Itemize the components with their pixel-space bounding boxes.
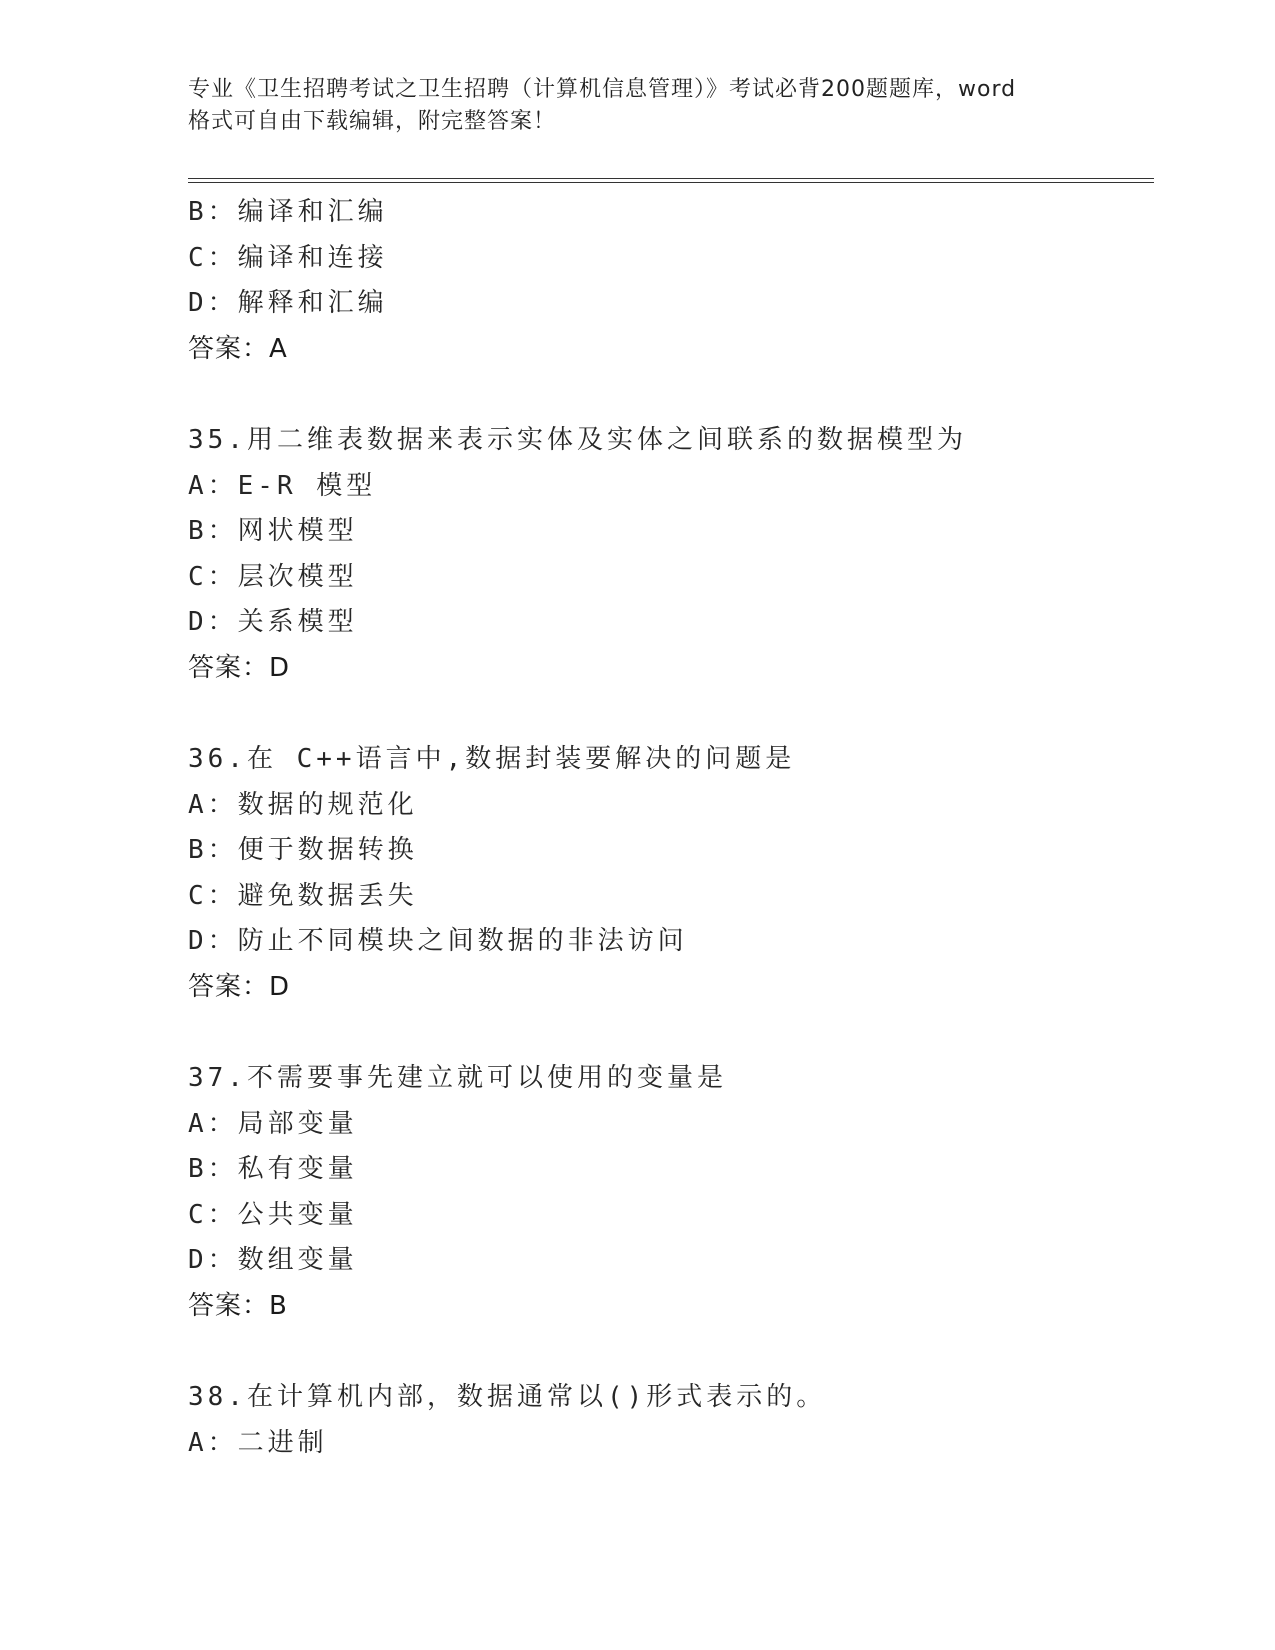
option-b: B：网状模型 bbox=[188, 516, 358, 546]
option-a: A：局部变量 bbox=[188, 1108, 358, 1139]
question-text: 38.在计算机内部，数据通常以()形式表示的。 bbox=[188, 1382, 827, 1412]
question-list bbox=[188, 190, 1148, 1466]
answer-label: 答案：B bbox=[188, 1290, 288, 1321]
question-text: 37.不需要事先建立就可以使用的变量是 bbox=[188, 1063, 727, 1093]
question-spacer bbox=[188, 372, 1148, 418]
option-c: C：公共变量 bbox=[188, 1199, 358, 1230]
answer-label: 答案：A bbox=[188, 333, 288, 364]
option-c: C：编译和连接 bbox=[188, 242, 388, 273]
question-35 bbox=[188, 418, 1148, 691]
option-a: A：E-R 模型 bbox=[188, 470, 377, 501]
question-37 bbox=[188, 1056, 1148, 1329]
option-b: B：编译和汇编 bbox=[188, 197, 388, 227]
question-34-continued bbox=[188, 190, 1148, 372]
question-38 bbox=[188, 1375, 1148, 1466]
option-d: D：数组变量 bbox=[188, 1245, 358, 1275]
header-title-line-2: 格式可自由下载编辑，附完整答案！ bbox=[188, 109, 557, 134]
document-header bbox=[188, 74, 1088, 138]
question-text: 36.在 C++语言中,数据封装要解决的问题是 bbox=[188, 744, 796, 774]
option-d: D：关系模型 bbox=[188, 607, 358, 637]
option-b: B：便于数据转换 bbox=[188, 835, 418, 865]
question-text: 35.用二维表数据来表示实体及实体之间联系的数据模型为 bbox=[188, 425, 967, 455]
question-spacer bbox=[188, 1010, 1148, 1056]
option-a: A：数据的规范化 bbox=[188, 789, 418, 820]
answer-label: 答案：D bbox=[188, 971, 291, 1002]
option-b: B：私有变量 bbox=[188, 1154, 358, 1184]
question-36 bbox=[188, 737, 1148, 1010]
option-d: D：防止不同模块之间数据的非法访问 bbox=[188, 926, 688, 956]
option-c: C：避免数据丢失 bbox=[188, 880, 418, 911]
question-spacer bbox=[188, 1329, 1148, 1375]
option-a: A：二进制 bbox=[188, 1427, 328, 1458]
option-c: C：层次模型 bbox=[188, 561, 358, 592]
option-d: D：解释和汇编 bbox=[188, 288, 388, 318]
answer-label: 答案：D bbox=[188, 652, 291, 683]
question-spacer bbox=[188, 691, 1148, 737]
header-title-line-1: 专业《卫生招聘考试之卫生招聘（计算机信息管理）》考试必背200题题库，word bbox=[188, 77, 1017, 102]
header-divider bbox=[188, 178, 1154, 183]
